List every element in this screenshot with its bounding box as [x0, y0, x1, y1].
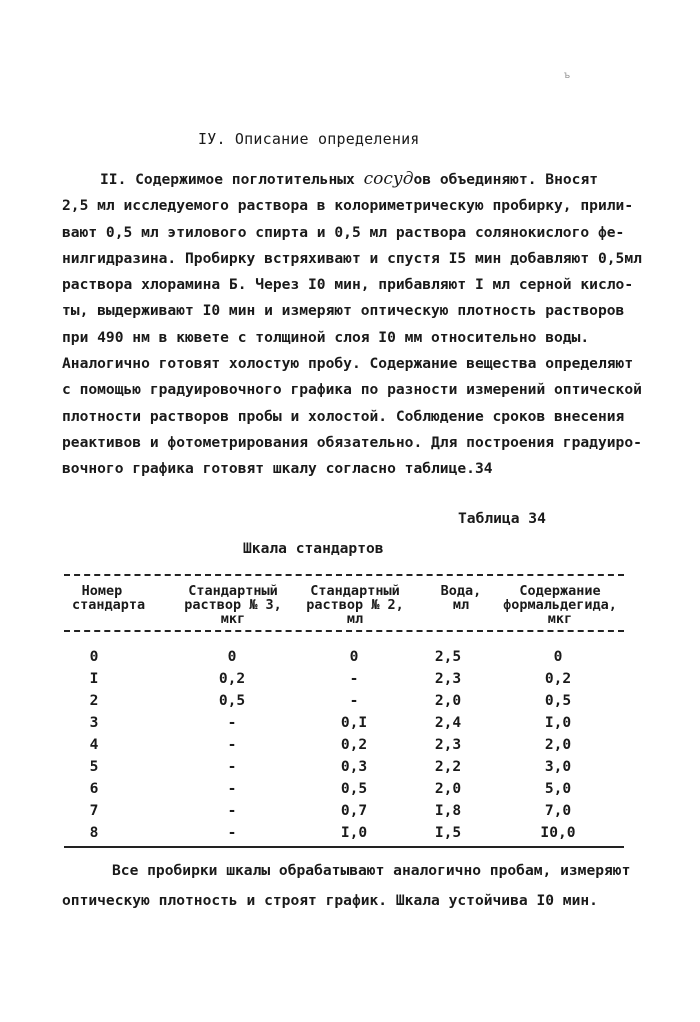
- formaldehyde-value: I,0: [544, 714, 572, 731]
- method-paragraph: [62, 166, 642, 483]
- table-header-rule: [64, 630, 624, 632]
- table-row: [64, 802, 624, 824]
- solution-2-value: 0,3: [340, 758, 368, 775]
- water-value: 2,4: [434, 714, 462, 731]
- line-text: II. Содержимое поглотительных: [100, 171, 364, 188]
- header-text: Стандартный: [188, 583, 278, 599]
- header-text: мл: [452, 597, 470, 613]
- formaldehyde-value: 2,0: [544, 736, 572, 753]
- standard-number: I: [89, 670, 99, 687]
- standard-number: 5: [89, 758, 99, 775]
- table-row: [64, 736, 624, 758]
- solution-3-value: -: [227, 780, 237, 797]
- header-text: мл: [346, 611, 364, 627]
- formaldehyde-value: I0,0: [540, 824, 576, 841]
- table-row: [64, 648, 624, 670]
- water-value: I,8: [434, 802, 462, 819]
- water-value: 2,0: [434, 780, 462, 797]
- footer-paragraph: [62, 856, 642, 916]
- header-water: [426, 584, 496, 612]
- formaldehyde-value: 7,0: [544, 802, 572, 819]
- header-text: мкг: [220, 611, 246, 627]
- solution-3-value: 0: [227, 648, 237, 665]
- formaldehyde-value: 5,0: [544, 780, 572, 797]
- header-solution-3: [178, 584, 288, 626]
- formaldehyde-value: 0,2: [544, 670, 572, 687]
- table-row: [64, 824, 624, 846]
- standard-number: 7: [89, 802, 99, 819]
- paragraph-line: раствора хлорамина Б. Через I0 мин, прибавляют I мл серной кисло-: [62, 276, 634, 294]
- header-text: мкг: [547, 611, 573, 627]
- paragraph-line: нилгидразина. Пробирку встряхивают и спустя I5 мин добавляют 0,5мл: [62, 249, 642, 267]
- standard-number: 3: [89, 714, 99, 731]
- header-text: Стандартный: [310, 583, 400, 599]
- standard-number: 8: [89, 824, 99, 841]
- water-value: 2,5: [434, 648, 462, 665]
- water-value: 2,3: [434, 670, 462, 687]
- solution-2-value: I,0: [340, 824, 368, 841]
- footer-line: Все пробирки шкалы обрабатывают аналогично пробам, измеряют: [112, 862, 631, 879]
- formaldehyde-value: 3,0: [544, 758, 572, 775]
- solution-2-value: -: [349, 670, 359, 687]
- paragraph-line: Аналогично готовят холостую пробу. Содержание вещества определяют: [62, 355, 634, 373]
- solution-3-value: -: [227, 758, 237, 775]
- section-title: IУ. Описание определения: [198, 130, 420, 148]
- table-row: [64, 670, 624, 692]
- paragraph-line: реактивов и фотометрирования обязательно. Для построения градуиро-: [62, 433, 642, 451]
- handwritten-insert: сосуд: [363, 169, 414, 189]
- standard-number: 6: [89, 780, 99, 797]
- footer-line: оптическую плотность и строят график. Шкала устойчива I0 мин.: [62, 892, 598, 909]
- solution-3-value: -: [227, 824, 237, 841]
- paragraph-line: при 490 нм в кювете с толщиной слоя I0 мм относительно воды.: [62, 328, 590, 346]
- solution-2-value: 0,2: [340, 736, 368, 753]
- water-value: 2,2: [434, 758, 462, 775]
- header-text: формальдегида,: [503, 597, 617, 613]
- water-value: I,5: [434, 824, 462, 841]
- solution-2-value: 0,I: [340, 714, 368, 731]
- paragraph-line: плотности растворов пробы и холостой. Соблюдение сроков внесения: [62, 407, 625, 425]
- table-title: Шкала стандартов: [243, 540, 384, 557]
- solution-2-value: -: [349, 692, 359, 709]
- table-label: Таблица 34: [458, 510, 546, 527]
- table-top-rule: [64, 574, 624, 576]
- standard-number: 0: [89, 648, 99, 665]
- solution-3-value: -: [227, 714, 237, 731]
- header-text: Содержание: [519, 583, 601, 599]
- solution-2-value: 0: [349, 648, 359, 665]
- header-text: Вода,: [440, 583, 482, 599]
- paragraph-line: 2,5 мл исследуемого раствора в колориметрическую пробирку, прили-: [62, 197, 634, 215]
- formaldehyde-value: 0,5: [544, 692, 572, 709]
- header-formaldehyde: [500, 584, 620, 626]
- paragraph-line: [62, 166, 642, 193]
- table-row: [64, 780, 624, 802]
- formaldehyde-value: 0: [553, 648, 563, 665]
- water-value: 2,3: [434, 736, 462, 753]
- header-text: Номер: [81, 583, 123, 599]
- table-row: [64, 692, 624, 714]
- header-text: раствор № 3,: [184, 597, 282, 613]
- table-row: [64, 714, 624, 736]
- table-row: [64, 758, 624, 780]
- line-text: ов объединяют. Вносят: [413, 171, 599, 188]
- standard-number: 2: [89, 692, 99, 709]
- solution-3-value: 0,5: [218, 692, 246, 709]
- header-solution-2: [300, 584, 410, 626]
- solution-2-value: 0,5: [340, 780, 368, 797]
- standard-number: 4: [89, 736, 99, 753]
- header-standard-number: [72, 583, 146, 613]
- paragraph-line: вочного графика готовят шкалу согласно таблице.34: [62, 460, 493, 478]
- solution-3-value: -: [227, 736, 237, 753]
- paragraph-line: ты, выдерживают I0 мин и измеряют оптическую плотность растворов: [62, 302, 625, 320]
- solution-3-value: 0,2: [218, 670, 246, 687]
- header-text: стандарта: [72, 597, 146, 613]
- header-text: раствор № 2,: [306, 597, 404, 613]
- paragraph-line: с помощью градуировочного графика по разности измерений оптической: [62, 381, 642, 399]
- solution-3-value: -: [227, 802, 237, 819]
- corner-mark: ъ: [564, 70, 571, 81]
- table-bottom-rule: [64, 846, 624, 848]
- paragraph-line: вают 0,5 мл этилового спирта и 0,5 мл раствора солянокислого фе-: [62, 223, 625, 241]
- water-value: 2,0: [434, 692, 462, 709]
- solution-2-value: 0,7: [340, 802, 368, 819]
